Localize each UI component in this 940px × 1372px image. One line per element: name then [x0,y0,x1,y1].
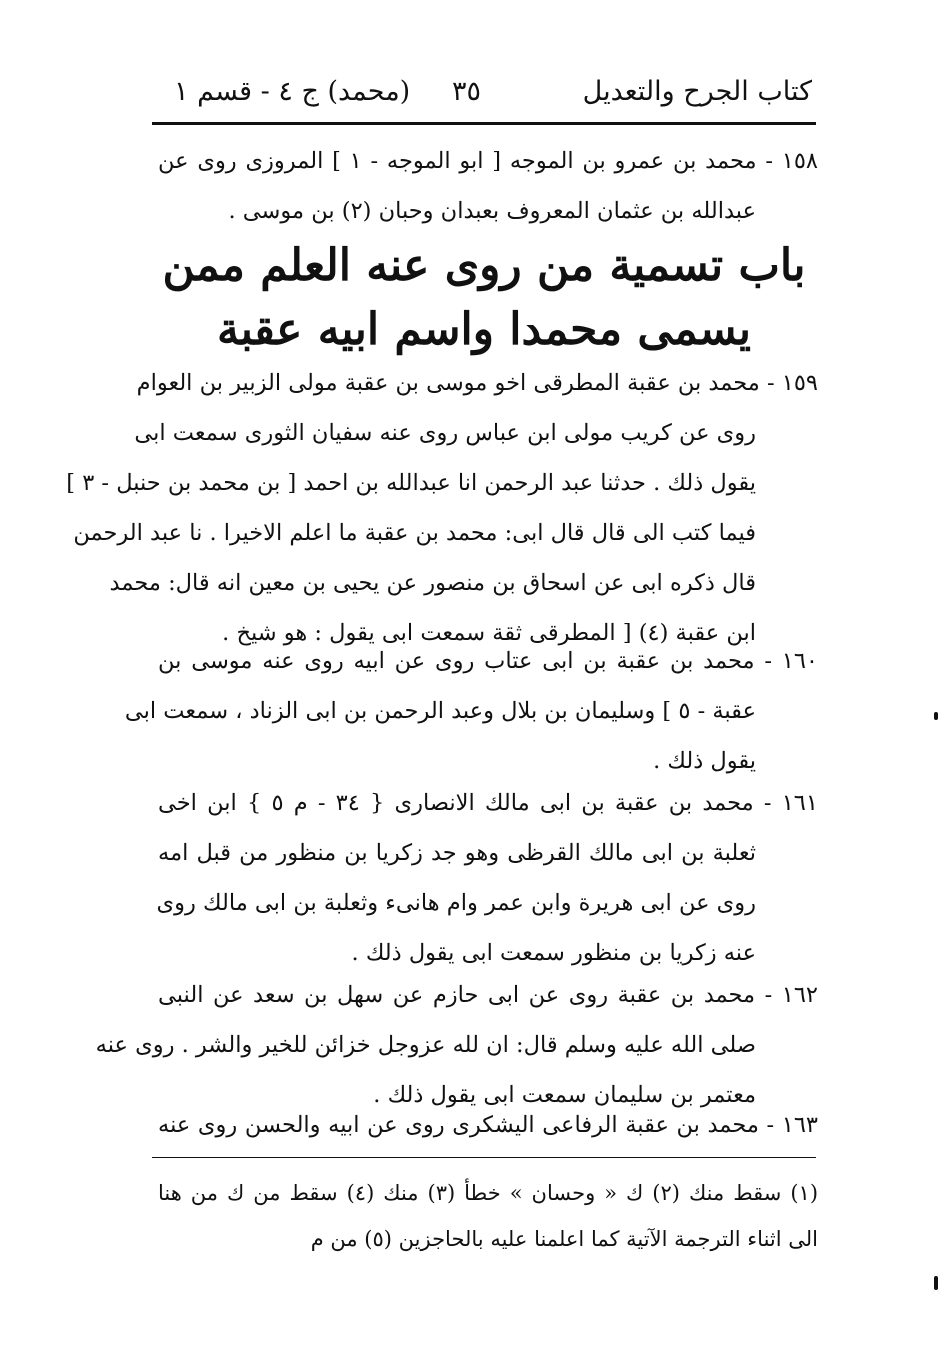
entry-158 [158,136,818,236]
entry-159 [66,358,818,658]
margin-speck [934,712,938,720]
part-label: (محمد) ج ٤ - قسم ١ [174,76,411,107]
entry-161-line-1: ١٦١ - محمد بن عقبة بن ابى مالك الانصارى { ٣٤ - م ٥ } ابن اخى [158,790,818,816]
page-number: ٣٥ [452,76,482,107]
entry-159-line-4: فيما كتب الى قال قال ابى: محمد بن عقبة ما اعلم الاخيرا . نا عبد الرحمن [73,520,756,546]
entry-159-line-5: قال ذكره ابى عن اسحاق بن منصور عن يحيى بن معين انه قال: محمد [109,570,756,596]
entry-162-line-3: معتمر بن سليمان سمعت ابى يقول ذلك . [373,1082,756,1108]
section-heading-line-2: يسمى محمدا واسم ابيه عقبة [217,304,751,355]
header-rule [152,122,816,125]
entry-158-line-2: عبدالله بن عثمان المعروف بعبدان وحبان (٢) بن موسى . [228,198,756,224]
entry-161-line-2: ثعلبة بن ابى مالك القرظى وهو جد زكريا بن منظور من قبل امه [158,840,756,866]
book-title: كتاب الجرح والتعديل [582,76,812,107]
entry-162-line-2: صلى الله عليه وسلم قال: ان لله عزوجل خزائن للخير والشر . روى عنه [95,1032,756,1058]
entry-159-line-3: يقول ذلك . حدثنا عبد الرحمن انا عبدالله بن احمد [ بن محمد بن حنبل - ٣ ] [66,470,756,496]
footnote-line-1: (١) سقط منك (٢) ك « وحسان » خطأ (٣) منك (٤) سقط من ك من هنا [158,1181,819,1205]
entry-162 [95,970,818,1120]
entry-160-line-2: عقبة - ٥ ] وسليمان بن بلال وعبد الرحمن بن ابى الزناد ، سمعت ابى [124,698,756,724]
page-header [152,66,812,122]
footnote-line-2: الى اثناء الترجمة الآتية كما اعلمنا عليه بالحاجزين (٥) من م [310,1227,818,1251]
entry-160 [124,636,818,786]
entry-161-line-4: عنه زكريا بن منظور سمعت ابى يقول ذلك . [351,940,756,966]
entry-160-line-1: ١٦٠ - محمد بن عقبة بن ابى عتاب روى عن ابيه روى عنه موسى بن [158,648,818,674]
entry-160-line-3: يقول ذلك . [653,748,756,774]
entry-163-line-1: ١٦٣ - محمد بن عقبة الرفاعى اليشكرى روى عن ابيه والحسن روى عنه [158,1112,818,1138]
entry-162-line-1: ١٦٢ - محمد بن عقبة روى عن ابى حازم عن سهل بن سعد عن النبى [158,982,818,1008]
entry-161 [158,778,818,978]
entry-163 [158,1100,818,1150]
footnotes [158,1170,818,1262]
margin-speck [934,1276,938,1290]
entry-158-line-1: ١٥٨ - محمد بن عمرو بن الموجه [ ابو الموجه - ١ ] المروزى روى عن [158,148,818,174]
entry-161-line-3: روى عن ابى هريرة وابن عمر وام هانىء وثعلبة بن ابى مالك روى [156,890,756,916]
entry-159-line-1: ١٥٩ - محمد بن عقبة المطرقى اخو موسى بن عقبة مولى الزبير بن العوام [136,370,818,396]
footnote-rule [152,1157,816,1158]
entry-159-line-6: ابن عقبة (٤) [ المطرقى ثقة سمعت ابى يقول : هو شيخ . [222,620,756,646]
section-heading-line-1: باب تسمية من روى عنه العلم ممن [162,240,806,291]
entry-159-line-2: روى عن كريب مولى ابن عباس روى عنه سفيان الثورى سمعت ابى [134,420,756,446]
